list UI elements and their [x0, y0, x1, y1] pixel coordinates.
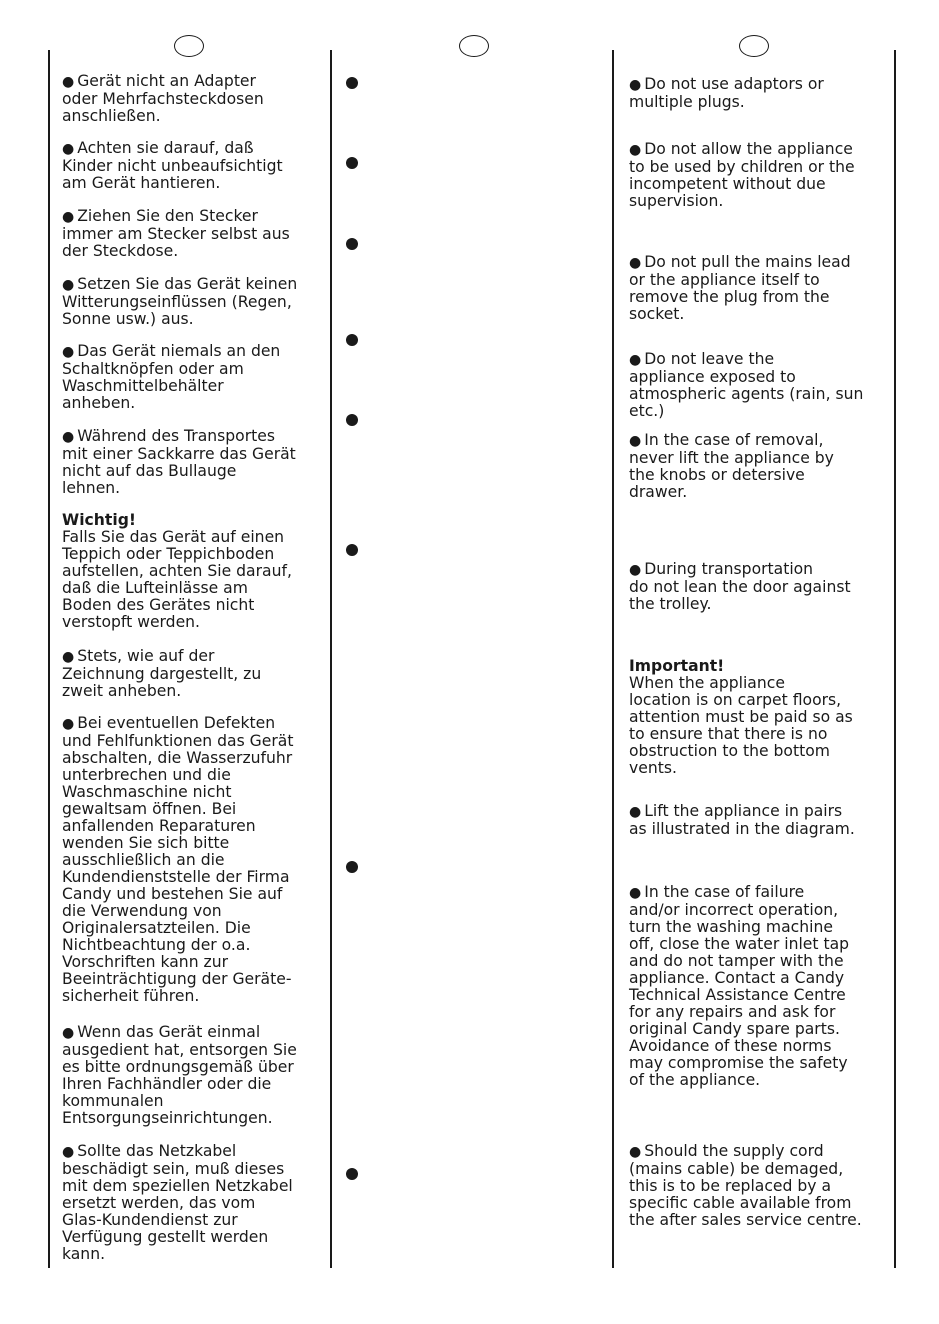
bullet-icon [346, 77, 358, 89]
bullet-icon [346, 414, 358, 426]
bullet-icon: ● [629, 804, 642, 820]
bullet-icon [346, 157, 358, 169]
bullet-icon: ● [629, 1144, 642, 1160]
bullet-icon: ● [62, 209, 75, 225]
bullet-icon [346, 861, 358, 873]
bullet-icon: ● [629, 255, 642, 271]
english-important-heading: Important! [629, 657, 725, 675]
german-important-heading: Wichtig! [62, 511, 136, 529]
german-paragraph: ● Setzen Sie das Gerät keinen Witterungseinflüssen (Regen, Sonne usw.) aus. [62, 275, 298, 328]
german-paragraph: ● Ziehen Sie den Stecker immer am Stecker selbst aus der Steckdose. [62, 207, 290, 260]
english-paragraph: ● Should the supply cord (mains cable) be demaged, this is to be replaced by a specific cable available from the after sales service centre. [629, 1142, 862, 1229]
german-paragraph: ● Sollte das Netzkabel beschädigt sein, muß dieses mit dem speziellen Netzkabel ersetzt werden, das vom Glas-Kundendienst zur Verfügung gestellt werden kann. [62, 1142, 293, 1263]
bullet-icon: ● [629, 885, 642, 901]
bullet-icon: ● [62, 141, 75, 157]
column-divider-right [894, 50, 896, 1268]
english-paragraph: ● Lift the appliance in pairs as illustrated in the diagram. [629, 802, 855, 838]
bullet-icon: ● [62, 277, 75, 293]
column-divider-middle-right [612, 50, 614, 1268]
bullet-icon: ● [62, 1025, 75, 1041]
english-paragraph: ● Do not allow the appliance to be used by children or the incompetent without due supervision. [629, 140, 855, 210]
column-divider-left [48, 50, 50, 1268]
english-paragraph: ● Do not use adaptors or multiple plugs. [629, 75, 824, 111]
german-paragraph: ● Bei eventuellen Defekten und Fehlfunktionen das Gerät abschalten, die Wasserzufuhr unterbrechen und die Waschmaschine nicht gewaltsam öffnen. Bei anfallenden Reparaturen wenden Sie sich bitte ausschließlich an die Kundendienststelle der Firma Candy und bestehen Sie auf die Verwendung von Originalersatzteilen. Die Nichtbeachtung der o.a. Vorschriften kann zur Beeinträchtigung der Geräte- sicherheit führen. [62, 714, 294, 1005]
bullet-icon [346, 1168, 358, 1180]
bullet-icon [346, 238, 358, 250]
english-paragraph: ● During transportation do not lean the door against the trolley. [629, 560, 851, 613]
english-paragraph: ● In the case of removal, never lift the appliance by the knobs or detersive drawer. [629, 431, 834, 501]
english-paragraph: ● Do not leave the appliance exposed to atmospheric agents (rain, sun etc.) [629, 350, 864, 420]
german-important: Wichtig! Falls Sie das Gerät auf einen Teppich oder Teppichboden aufstellen, achten Sie darauf, daß die Lufteinlässe am Boden des Gerätes nicht verstopft werden. [62, 511, 292, 631]
german-paragraph: ● Stets, wie auf der Zeichnung dargestellt, zu zweit anheben. [62, 647, 262, 700]
bullet-icon [346, 334, 358, 346]
english-paragraph: ● Do not pull the mains lead or the appliance itself to remove the plug from the socket. [629, 253, 851, 323]
german-paragraph: ● Während des Transportes mit einer Sackkarre das Gerät nicht auf das Bullauge lehnen. [62, 427, 296, 497]
bullet-icon: ● [629, 142, 642, 158]
bullet-icon: ● [629, 433, 642, 449]
language-marker-circle-german [174, 35, 204, 57]
bullet-icon: ● [62, 74, 75, 90]
english-paragraph: ● In the case of failure and/or incorrect operation, turn the washing machine off, close the water inlet tap and do not tamper with the appliance. Contact a Candy Technical Assistance Centre for any repairs and ask for original Candy spare parts. Avoidance of these norms may compromise the safety of the appliance. [629, 883, 850, 1089]
bullet-icon: ● [629, 352, 642, 368]
bullet-icon: ● [62, 1144, 75, 1160]
bullet-icon: ● [62, 429, 75, 445]
german-paragraph: ● Achten sie darauf, daß Kinder nicht unbeaufsichtigt am Gerät hantieren. [62, 139, 283, 192]
language-marker-circle-english [739, 35, 769, 57]
german-paragraph: ● Das Gerät niemals an den Schaltknöpfen oder am Waschmittelbehälter anheben. [62, 342, 281, 412]
bullet-icon: ● [62, 649, 75, 665]
column-divider-middle-left [330, 50, 332, 1268]
bullet-icon: ● [629, 562, 642, 578]
language-marker-circle-middle [459, 35, 489, 57]
german-paragraph: ● Wenn das Gerät einmal ausgedient hat, entsorgen Sie es bitte ordnungsgemäß über Ihren Fachhändler oder die kommunalen Entsorgungseinrichtungen. [62, 1023, 297, 1127]
bullet-icon: ● [629, 77, 642, 93]
bullet-icon [346, 544, 358, 556]
bullet-icon: ● [62, 344, 75, 360]
german-paragraph: ● Gerät nicht an Adapter oder Mehrfachsteckdosen anschließen. [62, 72, 264, 125]
bullet-icon: ● [62, 716, 75, 732]
english-important: Important! When the appliance location is on carpet floors, attention must be paid so as to ensure that there is no obstruction to the bottom vents. [629, 657, 853, 777]
